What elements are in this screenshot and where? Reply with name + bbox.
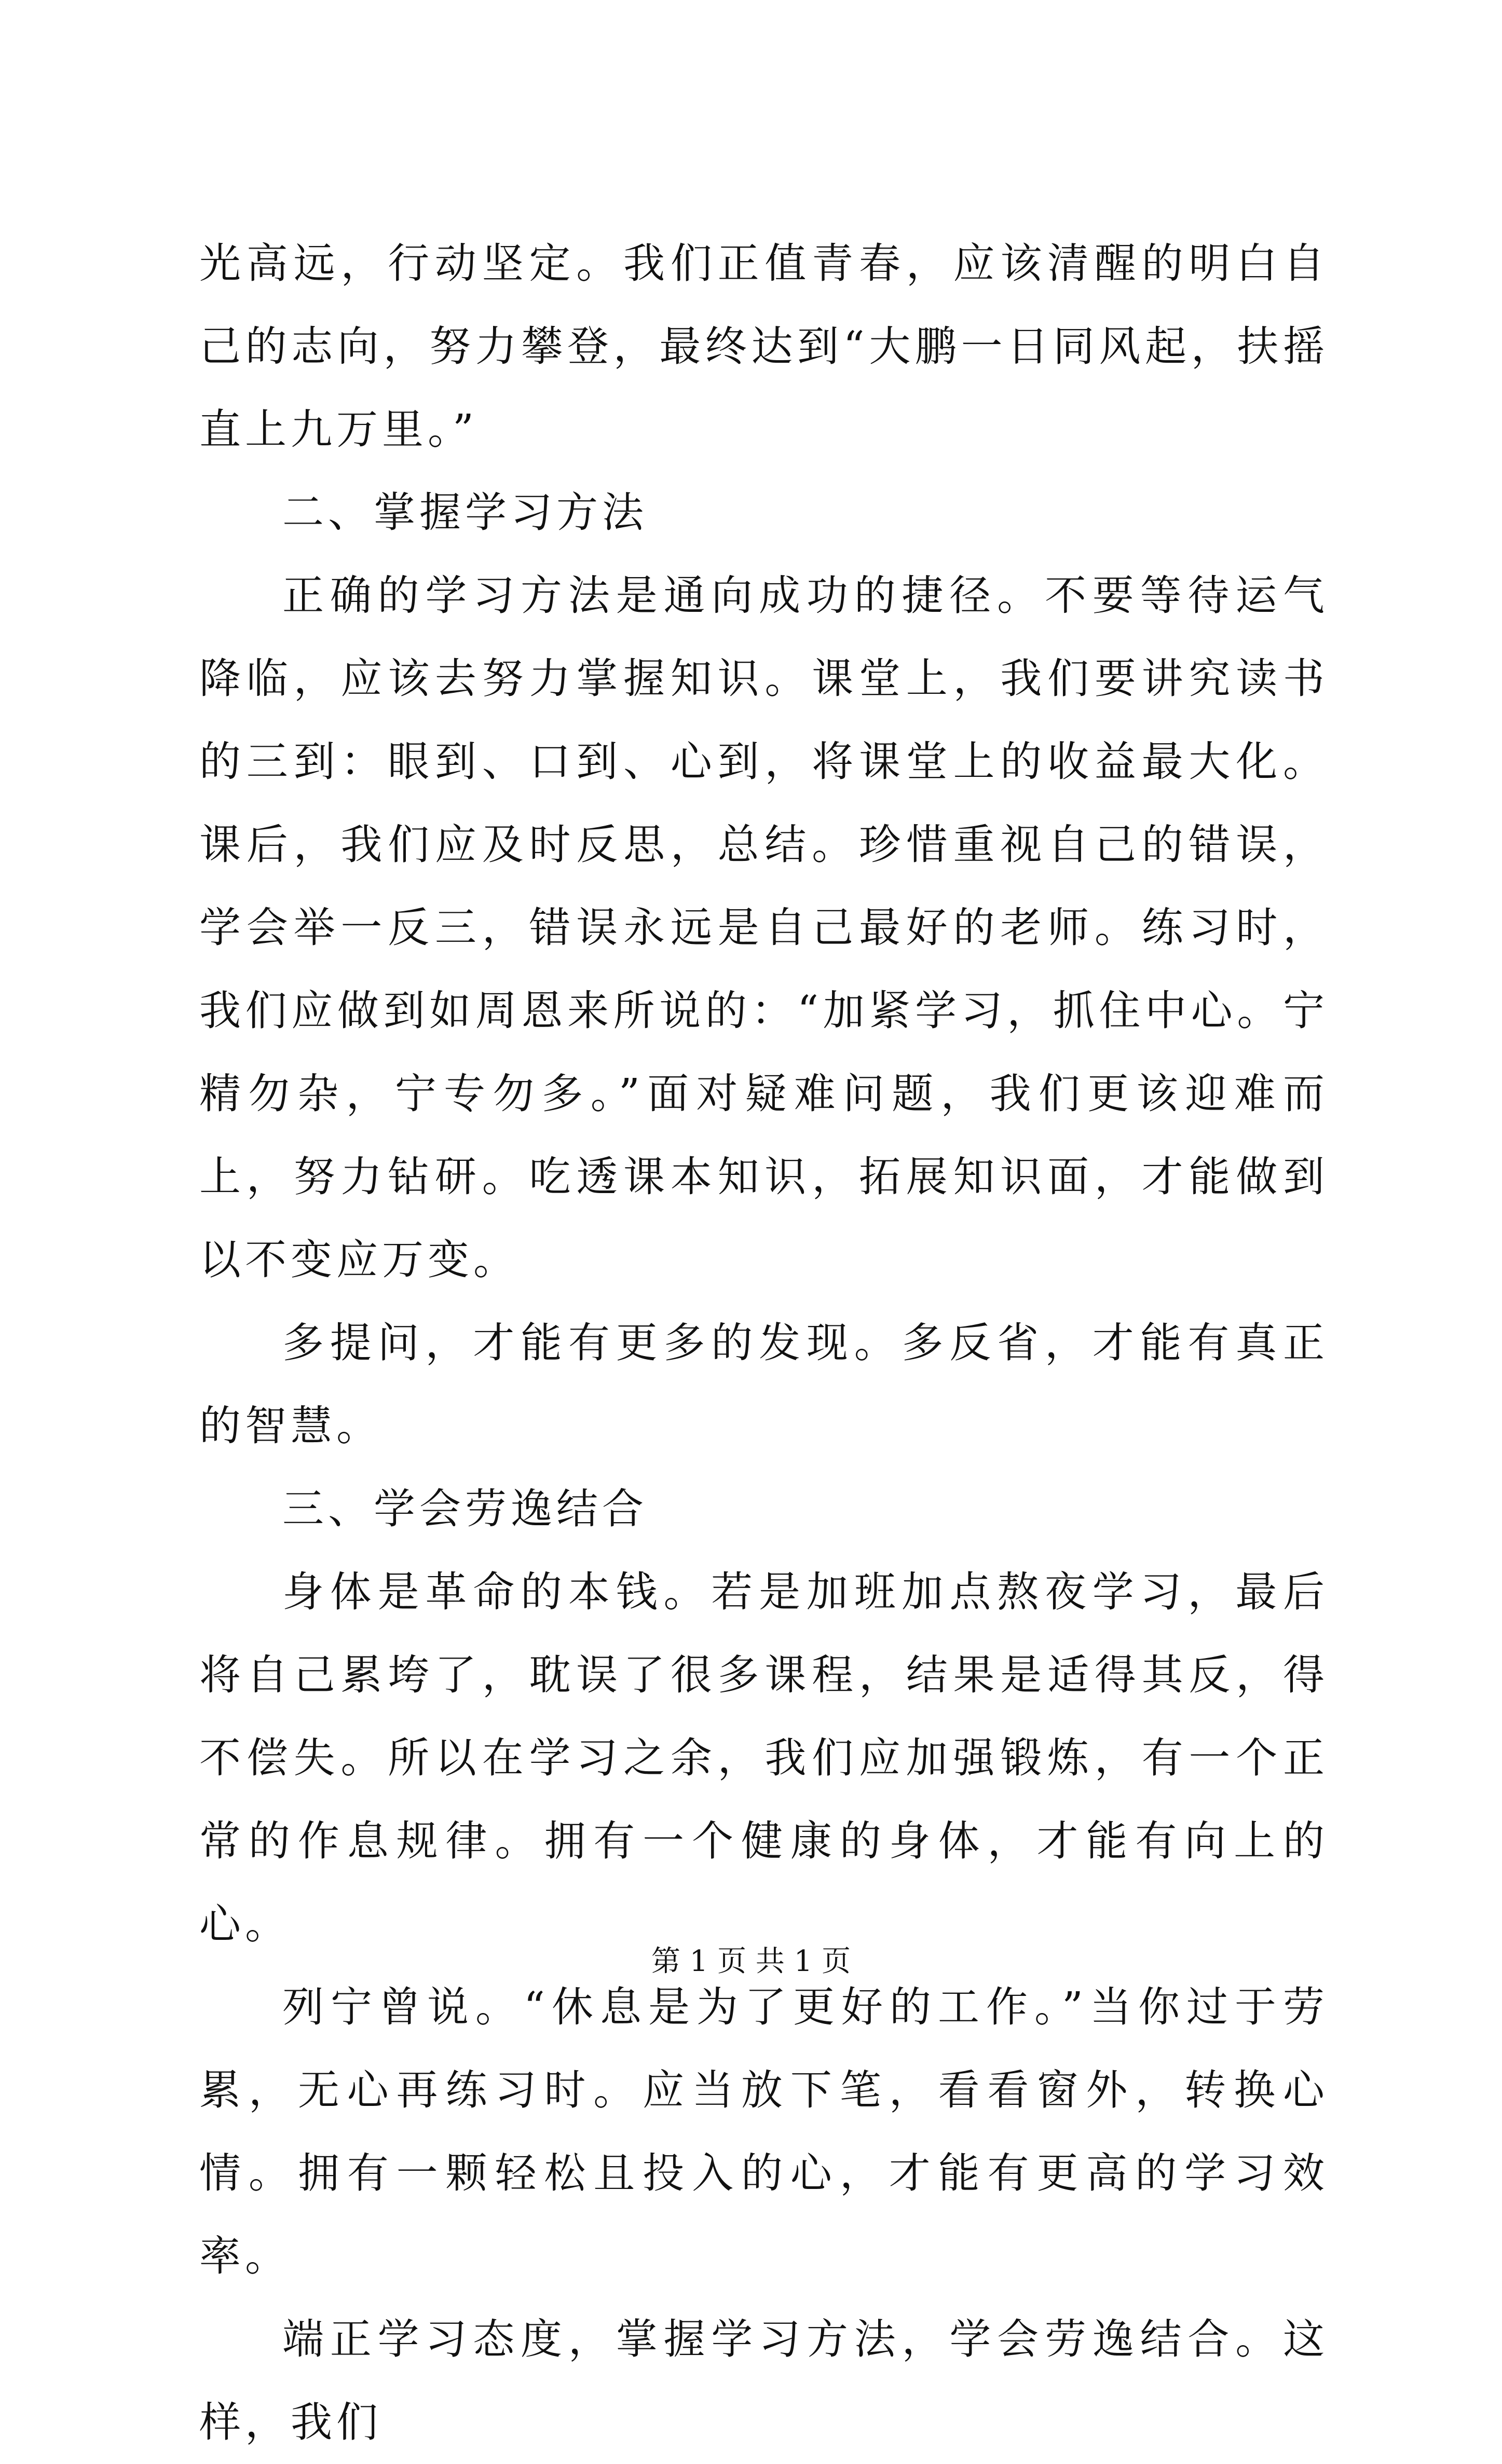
document-body bbox=[199, 222, 1329, 2464]
paragraph-health: 身体是革命的本钱。若是加班加点熬夜学习，最后将自己累垮了，耽误了很多课程，结果是适得其反，得不偿失。所以在学习之余，我们应加强锻炼，有一个正常的作息规律。拥有一个健康的身体，才能有向上的心。 bbox=[199, 1568, 1329, 1948]
paragraph-ask-and-reflect: 多提问，才能有更多的发现。多反省，才能有真正的智慧。 bbox=[199, 1319, 1329, 1450]
section-heading-learning-methods: 二、掌握学习方法 bbox=[282, 488, 648, 537]
paragraph-lenin-quote: 列宁曾说。“休息是为了更好的工作。”当你过于劳累，无心再练习时。应当放下笔，看看窗外，转换心情。拥有一颗轻松且投入的心，才能有更高的学习效率。 bbox=[199, 1983, 1329, 2280]
paragraph-continuation: 光高远，行动坚定。我们正值青春，应该清醒的明白自己的志向，努力攀登，最终达到“大鹏一日同风起，扶摇直上九万里。” bbox=[199, 239, 1329, 454]
paragraph-conclusion: 端正学习态度，掌握学习方法，学会劳逸结合。这样，我们 bbox=[199, 2315, 1329, 2446]
section-heading-work-rest-balance: 三、学会劳逸结合 bbox=[282, 1485, 648, 1533]
page-footer: 第 1 页 共 1 页 bbox=[651, 1945, 851, 1978]
paragraph-learning-methods: 正确的学习方法是通向成功的捷径。不要等待运气降临，应该去努力掌握知识。课堂上，我们要讲究读书的三到：眼到、口到、心到，将课堂上的收益最大化。课后，我们应及时反思，总结。珍惜重视自己的错误，学会举一反三，错误永远是自己最好的老师。练习时，我们应做到如周恩来所说的：“加紧学习，抓住中心。宁精勿杂，宁专勿多。”面对疑难问题，我们更该迎难而上，努力钻研。吃透课本知识，拓展知识面，才能做到以不变应万变。 bbox=[199, 571, 1329, 1284]
